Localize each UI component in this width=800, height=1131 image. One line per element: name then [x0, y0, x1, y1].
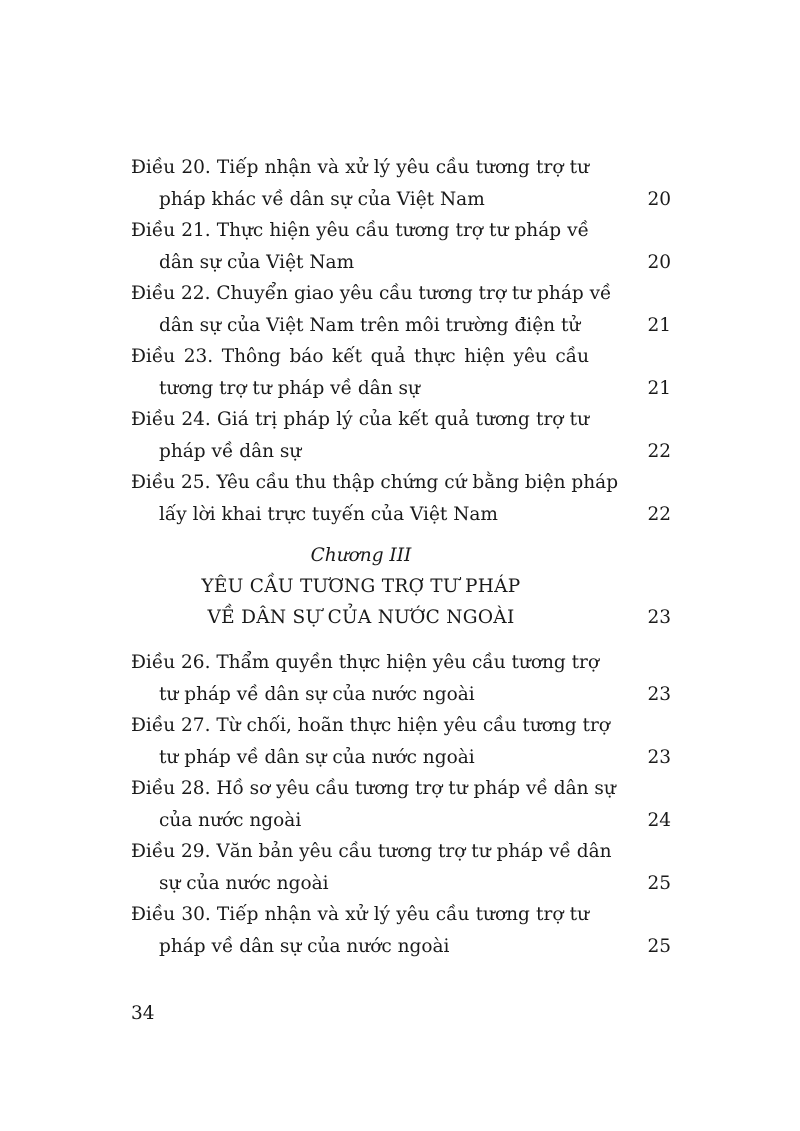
- chapter-title-line-2: VỀ DÂN SỰ CỦA NƯỚC NGOÀI: [207, 607, 515, 628]
- entry-title-line-1: Điều 24. Giá trị pháp lý của kết quả tương trợ tư: [131, 409, 589, 430]
- entry-title-line-1: Điều 30. Tiếp nhận và xử lý yêu cầu tương trợ tư: [131, 904, 589, 925]
- entry-title-line-2: pháp khác về dân sự của Việt Nam: [159, 188, 485, 210]
- entry-title-line-1: Điều 27. Từ chối, hoãn thực hiện yêu cầu tương trợ: [131, 715, 610, 736]
- toc-entry-article-30: [131, 899, 671, 962]
- entry-title-line-2: pháp về dân sự: [159, 440, 302, 462]
- toc-entry-article-25: [131, 467, 671, 530]
- entry-page-number: 22: [647, 440, 671, 462]
- entry-page-number: 22: [647, 503, 671, 525]
- entry-title-line-2: pháp về dân sự của nước ngoài: [159, 935, 450, 957]
- chapter-heading: [131, 540, 671, 633]
- toc-entry-article-21: [131, 215, 671, 278]
- entry-page-number: 25: [647, 935, 671, 957]
- entry-page-number: 23: [647, 683, 671, 705]
- toc-entry-article-23: [131, 341, 671, 404]
- toc-entry-article-24: [131, 404, 671, 467]
- entry-title-line-1: Điều 22. Chuyển giao yêu cầu tương trợ tư pháp về: [131, 283, 612, 304]
- toc-entry-article-20: [131, 152, 671, 215]
- chapter-page-number: 23: [647, 607, 671, 628]
- entry-title-line-1: Điều 28. Hồ sơ yêu cầu tương trợ tư pháp về dân sự: [131, 778, 616, 799]
- entry-title-line-2: tư pháp về dân sự của nước ngoài: [159, 683, 475, 705]
- entry-page-number: 21: [647, 314, 671, 336]
- entry-page-number: 20: [647, 188, 671, 210]
- entry-title-line-2: sự của nước ngoài: [159, 872, 329, 894]
- entry-title-line-2: dân sự của Việt Nam trên môi trường điện tử: [159, 314, 581, 336]
- table-of-contents: [131, 152, 671, 962]
- entry-title-line-2: lấy lời khai trực tuyến của Việt Nam: [159, 503, 498, 525]
- toc-entry-article-28: [131, 773, 671, 836]
- entry-page-number: 20: [647, 251, 671, 273]
- entry-title-line-2: dân sự của Việt Nam: [159, 251, 355, 273]
- entry-title-line-1: Điều 26. Thẩm quyền thực hiện yêu cầu tương trợ: [131, 652, 600, 673]
- toc-entry-article-26: [131, 647, 671, 710]
- entry-title-line-1: Điều 29. Văn bản yêu cầu tương trợ tư pháp về dân: [131, 841, 612, 862]
- entry-title-line-1: Điều 20. Tiếp nhận và xử lý yêu cầu tương trợ tư: [131, 157, 589, 178]
- toc-entry-article-29: [131, 836, 671, 899]
- entry-title-line-1: Điều 25. Yêu cầu thu thập chứng cứ bằng biện pháp: [131, 472, 619, 493]
- entry-title-line-1: Điều 21. Thực hiện yêu cầu tương trợ tư pháp về: [131, 220, 589, 241]
- entry-page-number: 23: [647, 746, 671, 768]
- chapter-title-line-1: YÊU CẦU TƯƠNG TRỢ TƯ PHÁP: [201, 576, 521, 597]
- entry-title-line-1: Điều 23. Thông báo kết quả thực hiện yêu cầu: [131, 346, 589, 367]
- entry-page-number: 21: [647, 377, 671, 399]
- page-number: 34: [131, 1003, 155, 1024]
- entry-page-number: 24: [647, 809, 671, 831]
- chapter-label: Chương III: [310, 545, 412, 566]
- entry-title-line-2: của nước ngoài: [159, 809, 302, 831]
- entry-page-number: 25: [647, 872, 671, 894]
- toc-entry-article-27: [131, 710, 671, 773]
- toc-entry-article-22: [131, 278, 671, 341]
- entry-title-line-2: tư pháp về dân sự của nước ngoài: [159, 746, 475, 768]
- entry-title-line-2: tương trợ tư pháp về dân sự: [159, 377, 420, 399]
